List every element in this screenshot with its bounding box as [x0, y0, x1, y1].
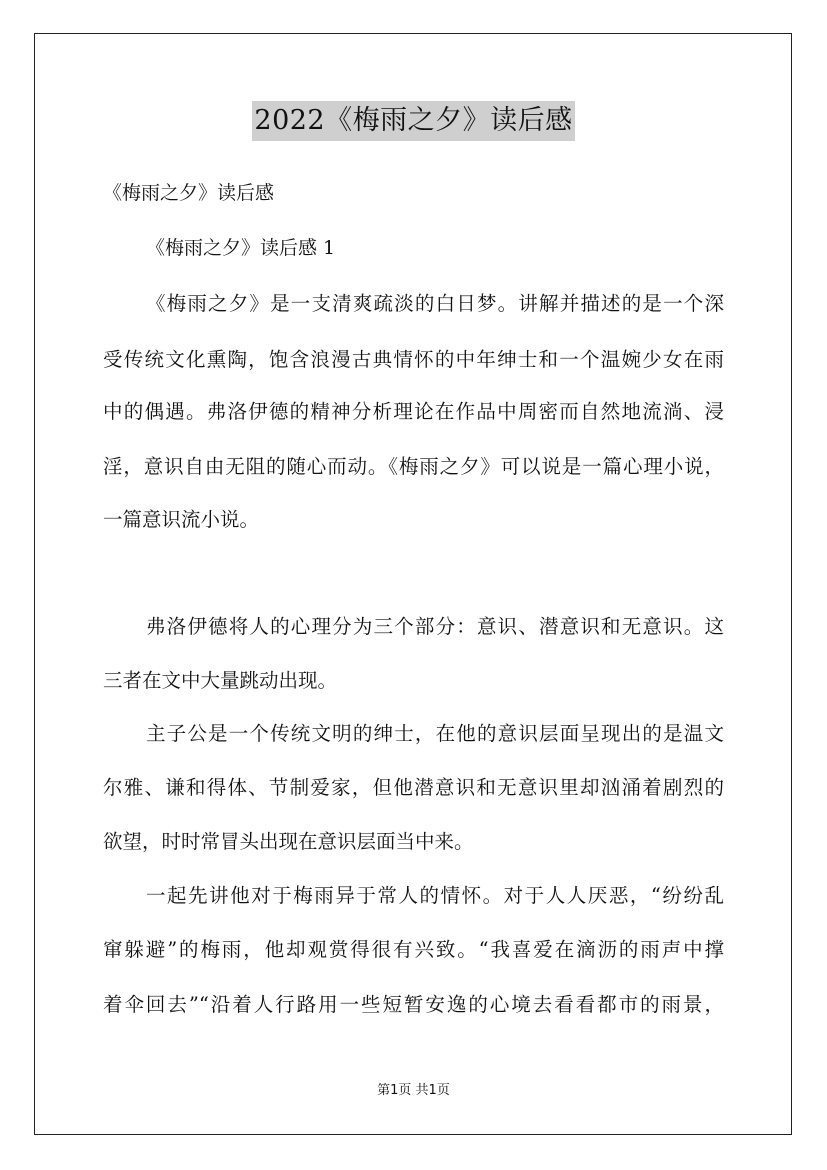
paragraph-2-line-1: 弗洛伊德将人的心理分为三个部分：意识、潜意识和无意识。这 [146, 615, 724, 638]
paragraph-2-line-2: 三者在文中大量跳动出现。 [103, 669, 338, 692]
section-heading: 《梅雨之夕》读后感 1 [146, 237, 336, 259]
paragraph-1-line-4: 淫，意识自由无阻的随心而动。《梅雨之夕》可以说是一篇心理小说， [103, 455, 724, 478]
paragraph-4-line-1: 一起先讲他对于梅雨异于常人的情怀。对于人人厌恶，“纷纷乱 [146, 884, 724, 907]
document-subtitle: 《梅雨之夕》读后感 [103, 182, 275, 204]
title-container [0, 101, 827, 141]
paragraph-1-line-2: 受传统文化熏陶，饱含浪漫古典情怀的中年绅士和一个温婉少女在雨 [103, 348, 724, 371]
paragraph-3-line-2: 尔雅、谦和得体、节制爱家，但他潜意识和无意识里却汹涌着剧烈的 [103, 776, 724, 799]
paragraph-3-line-3: 欲望，时时常冒头出现在意识层面当中来。 [103, 830, 474, 853]
paragraph-4-line-2: 窜躲避”的梅雨，他却观赏得很有兴致。“我喜爱在滴沥的雨声中撑 [103, 938, 724, 961]
paragraph-3-line-1: 主子公是一个传统文明的绅士，在他的意识层面呈现出的是温文 [146, 722, 724, 745]
document-title: 2022《梅雨之夕》读后感 [252, 101, 574, 141]
paragraph-1-line-1: 《梅雨之夕》是一支清爽疏淡的白日梦。讲解并描述的是一个深 [146, 292, 724, 315]
paragraph-1-line-5: 一篇意识流小说。 [103, 508, 260, 531]
paragraph-4-line-3: 着伞回去”“沿着人行路用一些短暂安逸的心境去看看都市的雨景， [103, 993, 724, 1016]
page-footer: 第1页 共1页 [377, 1083, 450, 1098]
paragraph-1-line-3: 中的偶遇。弗洛伊德的精神分析理论在作品中周密而自然地流淌、浸 [103, 400, 724, 423]
